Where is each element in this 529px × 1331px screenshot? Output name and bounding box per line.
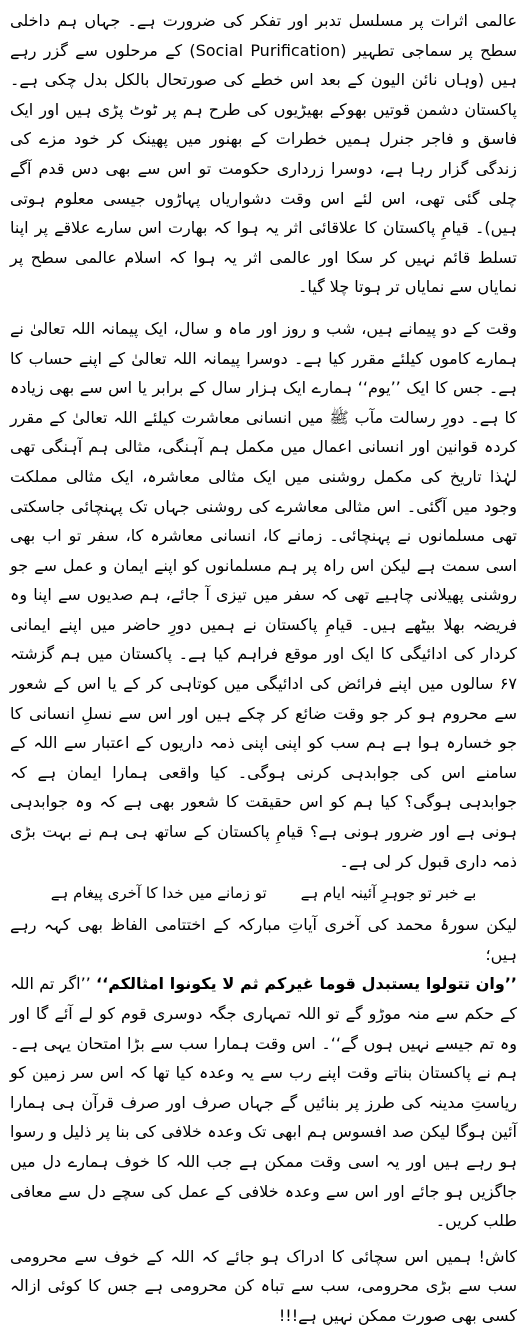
paragraph-2: وقت کے دو پیمانے ہیں، شب و روز اور ماہ و سال، ایک پیمانہ اللہ تعالیٰ نے ہمارے کاموں کیلئے مقرر کیا ہے۔ دوسرا پیمانہ اللہ تعالیٰ کے اپنے حساب کا ہے۔ جس کا ایک ’’یوم‘‘ ہمارے ایک ہزار سال کے برابر یا اس سے بھی زیادہ کا ہے۔ دورِ رسالت مآب ﷺ میں انسانی معاشرت کیلئے اللہ تعالیٰ کے مقرر کردہ قوانین اور انسانی اعمال میں مکمل ہم آہنگی، مثالی ہم آہنگی تھی لہٰذا تاریخ کی مکمل روشنی میں ایک مثالی معاشرہ، ایک مثالی مملکت وجود میں آگئی۔ اس مثالی معاشرے کی روشنی جہاں تک پہنچائی جاسکتی تھی مسلمانوں نے پہنچائی۔ زمانے کا، انسانی معاشرہ کا، سفر تو اب بھی اسی سمت ہے لیکن اس راہ پر ہم مسلمانوں کو اپنے ایمان و عمل سے جو روشنی پھیلانی چاہیے تھی کہ سفر میں تیزی آ جائے، ہم صدیوں سے اپنا وہ فریضہ بھلا بیٹھے ہیں۔ قیامِ پاکستان نے ہمیں دورِ حاضر میں اپنے ایمانی کردار کی ادائیگی کا ایک اور موقع فراہم کیا ہے۔ پاکستان میں ہم گزشتہ ۶۷ سالوں میں اپنے فرائض کی ادائیگی میں کوتاہی کر کے یا اس کے شعور سے محروم ہو کر جو وقت ضائع کر چکے ہیں اور اس سے نسلِ انسانی کا جو خسارہ ہوا ہے ہم سب کو اپنی اپنی ذمہ داریوں کے اعتبار سے اللہ کے سامنے اس کی جوابدہی کرنی ہوگی۔ کیا واقعی ہمارا ایمان ہے کہ جوابدہی ہوگی؟ کیا ہم کو اس حقیقت کا شعور بھی ہے کہ وہ جوابدہی ہونی ہے اور ضرور ہونی ہے؟ قیامِ پاکستان کے ساتھ ہی ہم نے بہت بڑی ذمہ داری قبول کر لی ہے۔ (10, 318, 517, 871)
poetry-couplet (10, 878, 517, 908)
quran-verse-quote: ’’وان تتولوا یستبدل قوما غیرکم ثم لا یکونوا امثالکم‘‘ (96, 974, 517, 994)
paragraph-4-text: ’’اگر تم اللہ کے حکم سے منہ موڑو گے تو اللہ تمہاری جگہ دوسری قوم کو لے آئے گا اور وہ تم جیسے نہیں ہوں گے‘‘۔ اس وقت ہمارا سب سے بڑا امتحان یہی ہے۔ ہم نے پاکستان بناتے وقت اپنے رب سے یہ وعدہ کیا تھا کہ اس سر زمین کو ریاستِ مدینہ کی طرز پر بنائیں گے جہاں صرف اور صرف قرآن ہی ہمارا آئین ہوگا لیکن صد افسوس ہم ابھی تک وعدہ خلافی کی بنا پر ذلیل و رسوا ہو رہے ہیں اور یہ اسی وقت ممکن ہے جب اللہ کا خوف ہمارے دل میں جاگزیں ہو جائے اور اس سے وعدہ خلافی کے عمل کی سچے دل سے معافی طلب کریں۔ (10, 974, 517, 1231)
paragraph-1: عالمی اثرات پر مسلسل تدبر اور تفکر کی ضرورت ہے۔ جہاں ہم داخلی سطح پر سماجی تطہیر (Social Purification) کے مرحلوں سے گزر رہے ہیں (وہاں نائن الیون کے بعد اس خطے کی صورتحال بالکل بدل چکی ہے۔ پاکستان دشمن قوتیں بھوکے بھیڑیوں کی طرح ہم پر ٹوٹ پڑی ہیں اور ایک فاسق و فاجر جنرل ہمیں خطرات کے بھنور میں پھینک کر خود مزے کی زندگی گزار رہا ہے، دوسرا زرداری حکومت تو اس سے بھی دس قدم آگے چلی گئی تھی، اس لئے اس وقت دشواریاں پہاڑوں جیسی معلوم ہوتی ہیں)۔ قیامِ پاکستان کا علاقائی اثر یہ ہوا کہ بھارت اس سارے علاقے پر اپنا تسلط قائم نہیں کر سکا اور عالمی اثر یہ ہوا کہ اسلام عالمی سطح پر نمایاں سے نمایاں تر ہوتا چلا گیا۔ (10, 11, 518, 297)
paragraph-spacer (10, 302, 517, 314)
couplet-first-line: بے خبر تو جوہرِ آئینہ ایام ہے (300, 884, 477, 903)
paragraph-5: کاش! ہمیں اس سچائی کا ادراک ہو جائے کہ اللہ کے خوف سے محرومی سب سے بڑی محرومی، سب سے تباہ کن محرومی ہے جس کا کوئی ازالہ کسی بھی صورت ممکن نہیں ہے!!! (10, 1246, 517, 1325)
paragraph-4 (10, 969, 517, 1235)
couplet-second-line: تو زمانے میں خدا کا آخری پیغام ہے (50, 884, 267, 903)
paragraph-3: لیکن سورۂ محمد کی آخری آیاتِ مبارکہ کے اختتامی الفاظ بھی کہہ رہے ہیں؛ (10, 915, 517, 964)
